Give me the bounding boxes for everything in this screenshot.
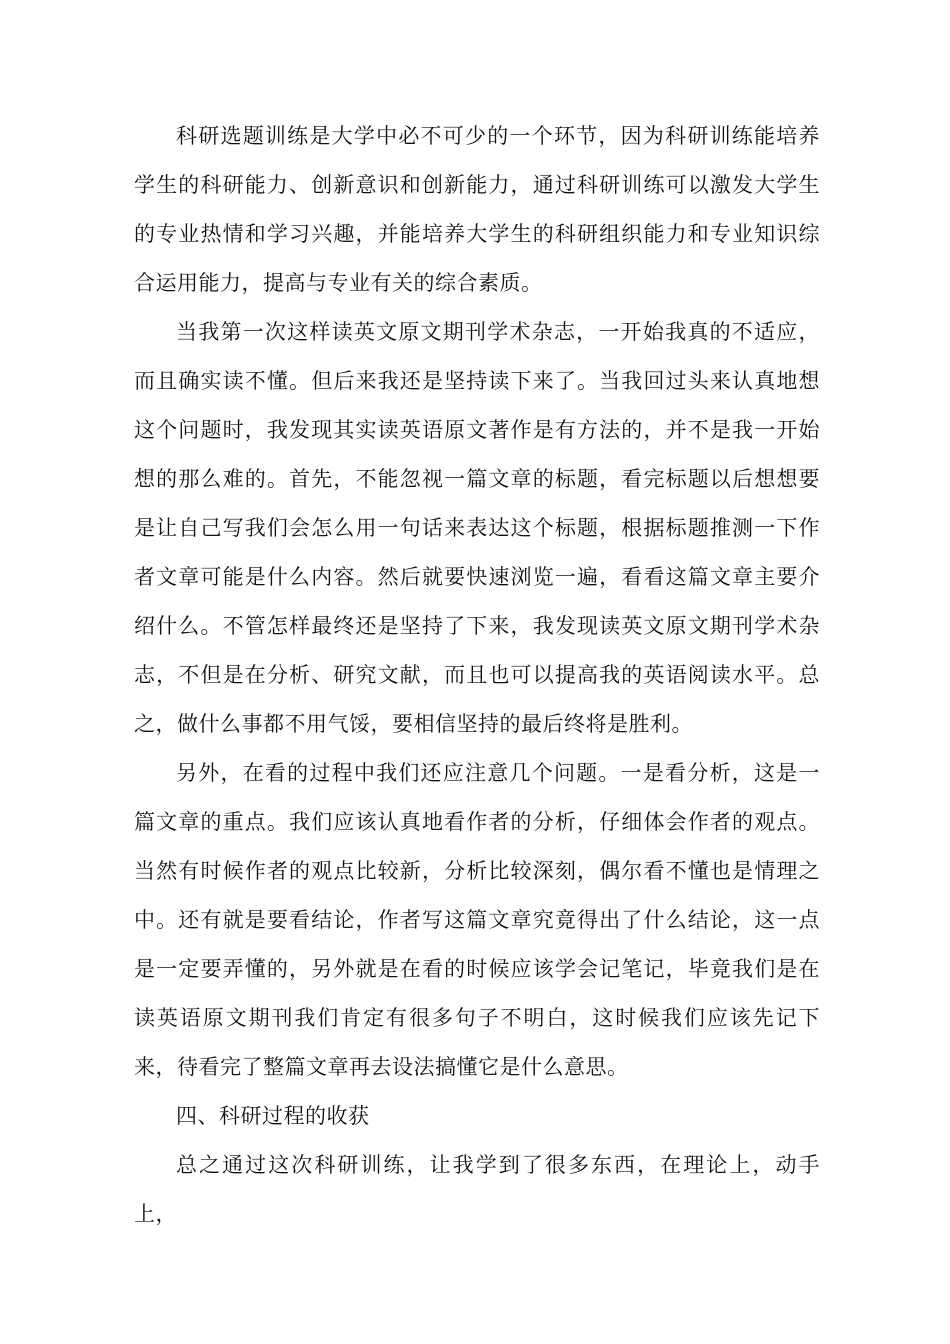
paragraph-research-training: 科研选题训练是大学中必不可少的一个环节，因为科研训练能培养学生的科研能力、创新意识和创新能力，通过科研训练可以激发大学生的专业热情和学习兴趣，并能培养大学生的科研组织能力和专业知识综合运用能力，提高与专业有关的综合素质。: [134, 124, 820, 295]
paragraph-summary: 总之通过这次科研训练，让我学到了很多东西，在理论上，动手上，: [134, 1153, 820, 1226]
document-body: [134, 112, 820, 1239]
section-heading-gains: 四、科研过程的收获: [176, 1104, 370, 1128]
paragraph-reading-journals: 当我第一次这样读英文原文期刊学术杂志，一开始我真的不适应，而且确实读不懂。但后来我还是坚持读下来了。当我回过头来认真地想这个问题时，我发现其实读英语原文著作是有方法的，并不是我一开始想的那么难的。首先，不能忽视一篇文章的标题，看完标题以后想想要是让自己写我们会怎么用一句话来表达这个标题，根据标题推测一下作者文章可能是什么内容。然后就要快速浏览一遍，看看这篇文章主要介绍什么。不管怎样最终还是坚持了下来，我发现读英文原文期刊学术杂志，不但是在分析、研究文献，而且也可以提高我的英语阅读水平。总之，做什么事都不用气馁，要相信坚持的最后终将是胜利。: [134, 320, 820, 736]
paragraph-reading-tips: 另外，在看的过程中我们还应注意几个问题。一是看分析，这是一篇文章的重点。我们应该认真地看作者的分析，仔细体会作者的观点。当然有时候作者的观点比较新，分析比较深刻，偶尔看不懂也是情理之中。还有就是要看结论，作者写这篇文章究竟得出了什么结论，这一点是一定要弄懂的，另外就是在看的时候应该学会记笔记，毕竟我们是在读英语原文期刊我们肯定有很多句子不明白，这时候我们应该先记下来，待看完了整篇文章再去设法搞懂它是什么意思。: [134, 761, 820, 1079]
